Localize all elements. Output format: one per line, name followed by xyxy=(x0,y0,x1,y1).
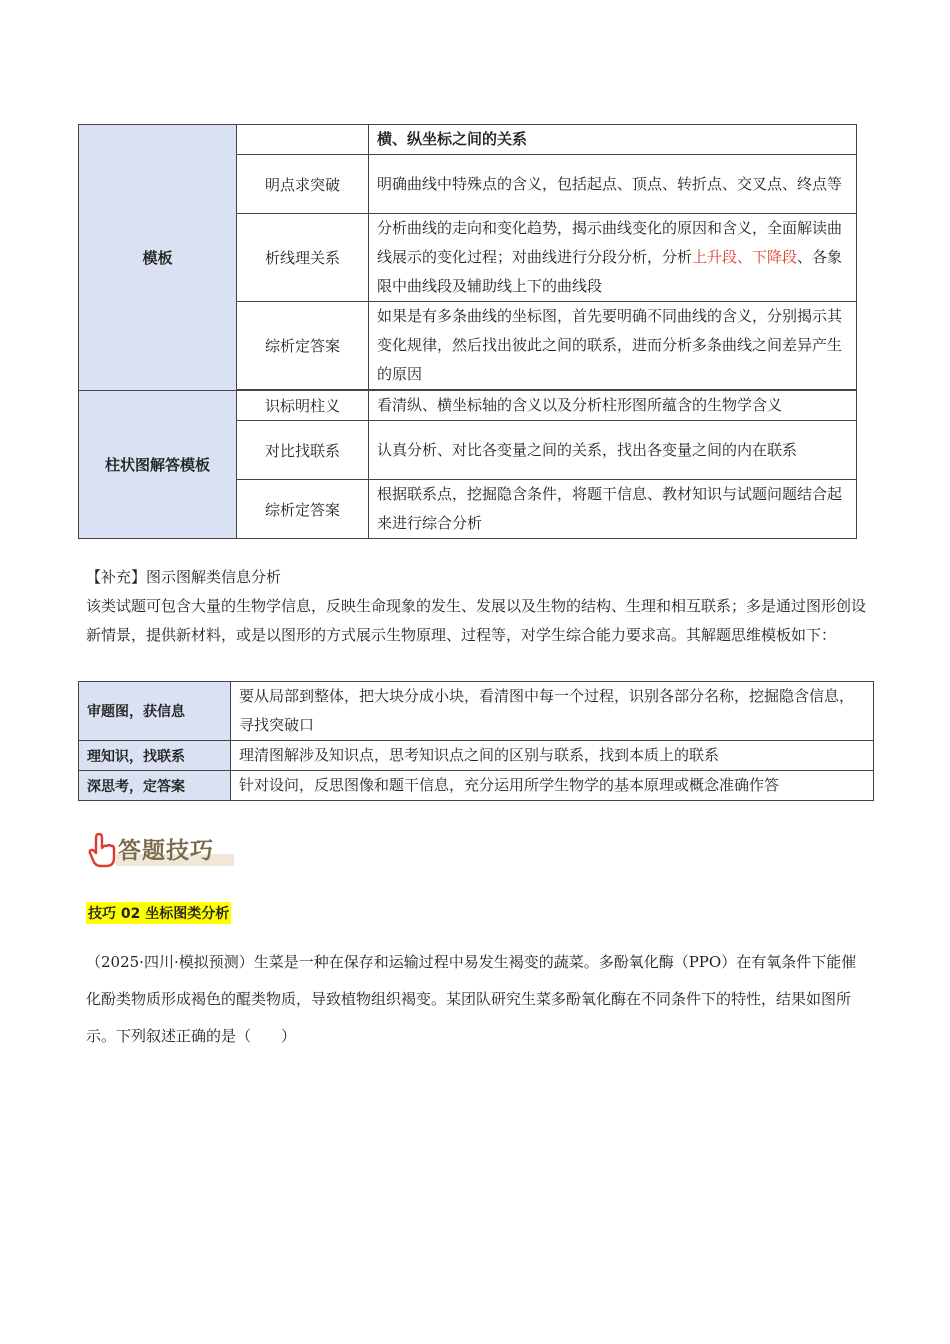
step-label: 审题图，获信息 xyxy=(79,682,231,741)
skill-label: 技巧 02 坐标图类分析 xyxy=(86,902,231,924)
step-cell-empty xyxy=(237,125,369,155)
supplement-body: 该类试题可包含大量的生物学信息，反映生命现象的发生、发展以及生物的结构、生理和相互联系；多是通过图形创设新情景，提供新材料，或是以图形的方式展示生物原理、过程等，对学生综合能力要求高。其解题思维模板如下： xyxy=(86,597,867,644)
section-header-title: 答题技巧 xyxy=(118,838,214,864)
step-desc: 要从局部到整体，把大块分成小块，看清图中每一个过程，识别各部分名称，挖掘隐含信息，寻找突破口 xyxy=(231,682,874,741)
section-label-bar-chart: 柱状图解答模板 xyxy=(79,391,237,539)
question-text: （2025·四川·模拟预测）生菜是一种在保存和运输过程中易发生褐变的蔬菜。多酚氧化酶（PPO）在有氧条件下能催化酚类物质形成褐色的醌类物质，导致植物组织褐变。某团队研究生菜多酚氧化酶在不同条件下的特性，结果如图所示。下列叙述正确的是（ ） xyxy=(86,953,857,1045)
step-cell: 综析定答案 xyxy=(237,480,369,539)
step-desc: 理清图解涉及知识点，思考知识点之间的区别与联系，找到本质上的联系 xyxy=(231,741,874,771)
section-label-template: 模板 xyxy=(79,125,237,391)
desc-cell: 认真分析、对比各变量之间的关系，找出各变量之间的内在联系 xyxy=(369,421,857,480)
step-cell: 对比找联系 xyxy=(237,421,369,480)
desc-cell: 如果是有多条曲线的坐标图，首先要明确不同曲线的含义，分别揭示其变化规律，然后找出彼此之间的联系，进而分析多条曲线之间差异产生的原因 xyxy=(369,302,857,390)
desc-cell: 根据联系点，挖掘隐含条件，将题干信息、教材知识与试题问题结合起来进行综合分析 xyxy=(369,480,857,539)
step-cell: 综析定答案 xyxy=(237,302,369,390)
desc-text: 分析曲线的走向和变化趋势，揭示曲线变化的原因和含义，全面解读曲线展示的变化过程；对曲线进行分段分析，分析 xyxy=(377,219,843,266)
step-desc: 针对设问，反思图像和题干信息，充分运用所学生物学的基本原理或概念准确作答 xyxy=(231,771,874,801)
top-row-desc: 横、纵坐标之间的关系 xyxy=(369,125,857,155)
step-cell: 明点求突破 xyxy=(237,155,369,214)
step-label: 理知识，找联系 xyxy=(79,741,231,771)
desc-cell: 看清纵、横坐标轴的含义以及分析柱形图所蕴含的生物学含义 xyxy=(369,391,857,421)
template-table xyxy=(78,124,857,539)
step-cell: 析线理关系 xyxy=(237,214,369,302)
hand-pointer-icon xyxy=(90,834,114,866)
desc-text: 、各象限中曲线段及辅助线上下的曲线段 xyxy=(377,248,843,295)
step-cell: 识标明柱义 xyxy=(237,391,369,421)
desc-cell: 明确曲线中特殊点的含义，包括起点、顶点、转折点、交叉点、终点等 xyxy=(369,155,857,214)
desc-cell xyxy=(369,214,857,302)
supplement-title: 【补充】图示图解类信息分析 xyxy=(86,568,282,586)
thinking-template-table xyxy=(78,681,874,801)
desc-highlight: 上升段、下降段 xyxy=(692,248,798,266)
step-label: 深思考，定答案 xyxy=(79,771,231,801)
